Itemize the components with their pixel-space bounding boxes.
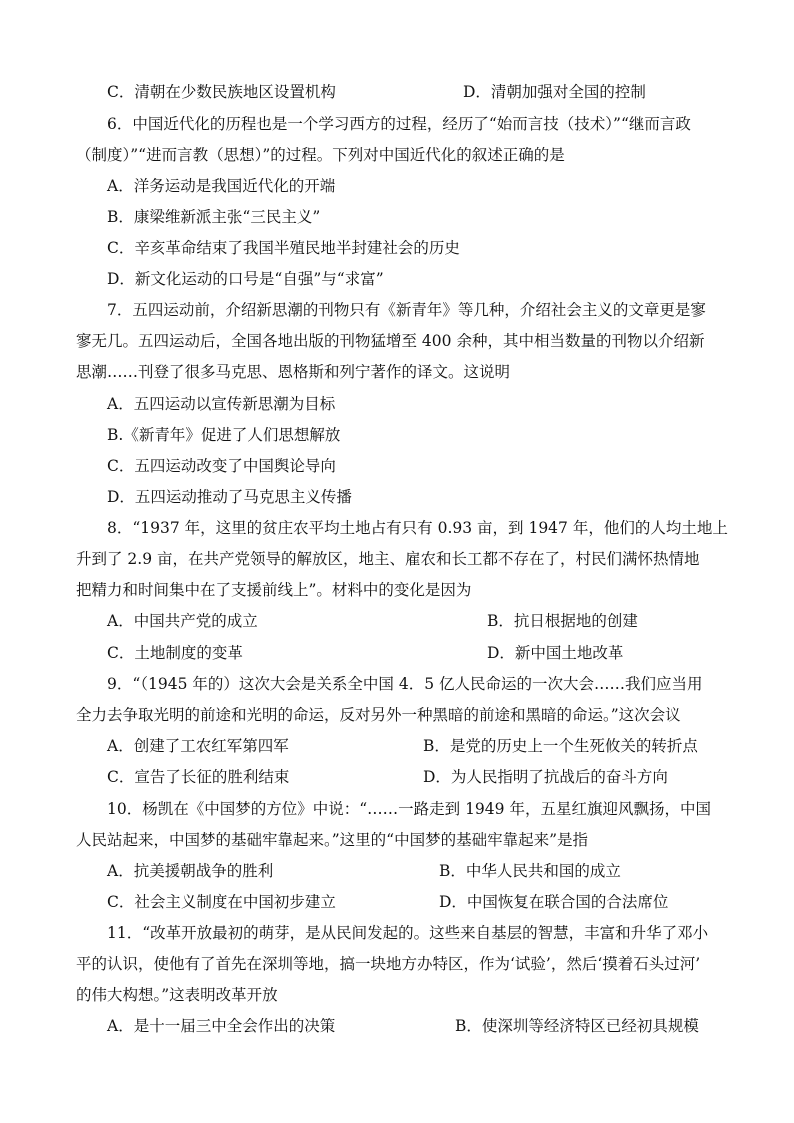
q6-option-b: B．康梁维新派主张“三民主义”	[107, 208, 321, 226]
q7-option-b: B.《新青年》促进了人们思想解放	[107, 426, 341, 444]
q7-stem-line-2: 寥无几。五四运动后，全国各地出版的刊物猛增至 400 余种，其中相当数量的刊物以介绍新	[76, 332, 705, 350]
q9-option-d: D．为人民指明了抗战后的奋斗方向	[423, 768, 668, 786]
q9-option-c: C．宣告了长征的胜利结束	[107, 768, 290, 786]
q10-stem-line-2: 人民站起来，中国梦的基础牢靠起来。”这里的“中国梦的基础牢靠起来”是指	[76, 831, 589, 849]
q6-stem-line-1: 6．中国近代化的历程也是一个学习西方的过程，经历了“始而言技（技术）”“继而言政	[107, 115, 691, 133]
q9-option-b: B．是党的历史上一个生死攸关的转折点	[423, 737, 698, 755]
q6-option-d: D．新文化运动的口号是“自强”与“求富”	[107, 270, 384, 288]
q10-option-d: D．中国恢复在联合国的合法席位	[439, 893, 669, 911]
q11-stem-line-2: 平的认识，使他有了首先在深圳等地，搞一块地方办特区，作为‘试验’，然后‘摸着石头过河’	[76, 955, 701, 973]
q8-option-d: D．新中国土地改革	[487, 644, 624, 662]
q5-option-d: D．清朝加强对全国的控制	[463, 83, 646, 101]
q11-option-b: B．使深圳等经济特区已经初具规模	[455, 1017, 699, 1035]
q8-stem-line-3: 把精力和时间集中在了支援前线上”。材料中的变化是因为	[76, 581, 472, 599]
q11-stem-line-1: 11．“改革开放最初的萌芽，是从民间发起的。这些来自基层的智慧，丰富和升华了邓小	[107, 924, 709, 942]
q5-option-c: C．清朝在少数民族地区设置机构	[107, 83, 336, 101]
q10-option-b: B．中华人民共和国的成立	[439, 862, 621, 880]
q7-stem-line-3: 思潮……刊登了很多马克思、恩格斯和列宁著作的译文。这说明	[76, 363, 511, 381]
q7-option-a: A．五四运动以宣传新思潮为目标	[107, 395, 336, 413]
q7-option-c: C．五四运动改变了中国舆论导向	[107, 457, 336, 475]
q8-stem-line-1: 8．“1937 年，这里的贫庄农平均土地占有只有 0.93 亩，到 1947 年，他们的人均土地上	[107, 519, 728, 537]
q8-option-a: A．中国共产党的成立	[107, 612, 258, 630]
q8-option-c: C．土地制度的变革	[107, 644, 243, 662]
q8-stem-line-2: 升到了 2.9 亩，在共产党领导的解放区，地主、雇农和长工都不存在了，村民们满怀热情地	[76, 550, 700, 568]
q10-stem-line-1: 10．杨凯在《中国梦的方位》中说：“……一路走到 1949 年，五星红旗迎风飘扬，中国	[107, 800, 711, 818]
q9-stem-line-1: 9．“（1945 年的）这次大会是关系全中国 4．5 亿人民命运的一次大会……我们应当用	[107, 675, 703, 693]
q6-option-a: A．洋务运动是我国近代化的开端	[107, 177, 336, 195]
q9-option-a: A．创建了工农红军第四军	[107, 737, 289, 755]
q8-option-b: B．抗日根据地的创建	[487, 612, 638, 630]
q6-option-c: C．辛亥革命结束了我国半殖民地半封建社会的历史	[107, 239, 460, 257]
q7-stem-line-1: 7．五四运动前，介绍新思潮的刊物只有《新青年》等几种，介绍社会主义的文章更是寥	[107, 301, 706, 319]
q10-option-c: C．社会主义制度在中国初步建立	[107, 893, 336, 911]
q11-option-a: A．是十一届三中全会作出的决策	[107, 1017, 336, 1035]
q11-stem-line-3: 的伟大构想。”这表明改革开放	[76, 986, 278, 1004]
q9-stem-line-2: 全力去争取光明的前途和光明的命运，反对另外一种黑暗的前途和黑暗的命运。”这次会议	[76, 706, 681, 724]
q6-stem-line-2: （制度）”“进而言教（思想）”的过程。下列对中国近代化的叙述正确的是	[76, 146, 565, 164]
q7-option-d: D．五四运动推动了马克思主义传播	[107, 488, 352, 506]
q10-option-a: A．抗美援朝战争的胜利	[107, 862, 274, 880]
